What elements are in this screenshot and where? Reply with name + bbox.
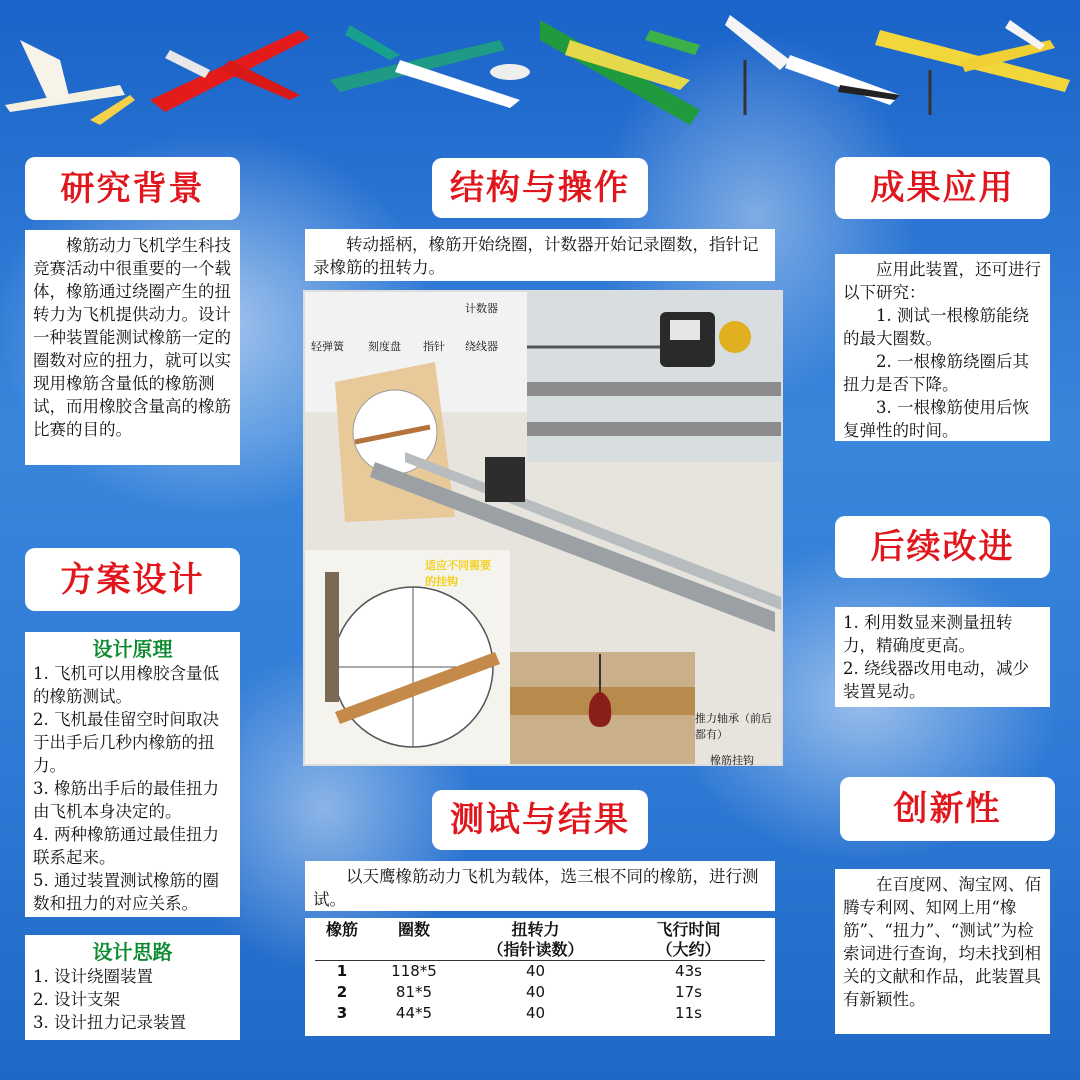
structure-text: 转动摇柄，橡筋开始绕圈，计数器开始记录圈数，指针记录橡筋的扭转力。 (313, 235, 759, 277)
airplane-banner (0, 0, 1080, 140)
col-header-rubber: 橡筋 (325, 920, 358, 939)
results-text: 以天鹰橡筋动力飞机为载体，选三根不同的橡筋，进行测试。 (313, 867, 759, 909)
col-subheader-torque (459, 940, 612, 961)
label-spring: 轻弹簧 (311, 340, 344, 353)
airplane-2 (150, 30, 310, 112)
cell-turns: 44*5 (395, 1004, 433, 1022)
background-title: 研究背景 (25, 157, 240, 220)
principle-item: 4. 两种橡筋通过最佳扭力联系起来。 (33, 825, 219, 867)
results-table (315, 920, 765, 1024)
cell-rubber: 2 (336, 983, 348, 1001)
idea-item: 1. 设计绕圈装置 (33, 967, 153, 986)
structure-panel (305, 229, 775, 281)
col-subheader-torque-open: （ (487, 940, 504, 959)
col-header-flight-time: 飞行时间 (656, 920, 721, 939)
label-hooks: 适应不同需要的挂钩 (425, 559, 491, 588)
label-bearing: 推力轴承（前后都有） (695, 712, 772, 741)
label-dial: 刻度盘 (368, 340, 401, 353)
design-idea-title: 设计思路 (92, 940, 173, 964)
innovation-panel (835, 869, 1050, 1034)
application-title: 成果应用 (835, 157, 1050, 219)
cell-flight-time: 43s (675, 962, 702, 980)
innovation-title: 创新性 (840, 777, 1055, 841)
cell-torque: 40 (525, 983, 546, 1001)
structure-title: 结构与操作 (432, 158, 648, 218)
label-winder: 绕线器 (465, 340, 498, 353)
device-photo (303, 290, 783, 766)
cell-rubber: 3 (336, 1004, 348, 1022)
results-title: 测试与结果 (432, 790, 648, 850)
airplane-1 (5, 40, 135, 125)
col-subheader-torque-text: 指针读数） (503, 940, 584, 959)
idea-item: 2. 设计支架 (33, 990, 120, 1009)
improve-panel (835, 607, 1050, 707)
innovation-text: 在百度网、淘宝网、佰腾专利网、知网上用“橡筋”、“扭力”、“测试”为检索词进行查询，均未找到相关的文献和作品，此装置具有新颖性。 (843, 875, 1041, 1009)
application-item: 3. 一根橡筋使用后恢复弹性的时间。 (843, 398, 1029, 440)
device-illustration (305, 292, 781, 764)
principle-item: 2. 飞机最佳留空时间取决于出手后几秒内橡筋的扭力。 (33, 710, 219, 775)
design-title: 方案设计 (25, 548, 240, 611)
background-panel (25, 230, 240, 465)
design-principle-title: 设计原理 (92, 637, 173, 661)
application-panel (835, 254, 1050, 441)
table-row (315, 961, 765, 983)
label-counter: 计数器 (465, 302, 498, 315)
application-item: 2. 一根橡筋绕圈后其扭力是否下降。 (843, 352, 1029, 394)
principle-item: 1. 飞机可以用橡胶含量低的橡筋测试。 (33, 664, 219, 706)
airplane-3 (330, 25, 530, 108)
cell-rubber: 1 (336, 962, 348, 980)
cell-torque: 40 (525, 1004, 546, 1022)
cell-flight-time: 17s (675, 983, 702, 1001)
background-text: 橡筋动力飞机学生科技竞赛活动中很重要的一个载体，橡筋通过绕圈产生的扭转力为飞机提供动力。设计一种装置能测试橡筋一定的圈数对应的扭力，就可以实现用橡筋含量低的橡筋测试，而用橡胶含量高的橡筋比赛的目的。 (33, 236, 231, 439)
application-item: 1. 测试一根橡筋能绕的最大圈数。 (843, 306, 1029, 348)
idea-item: 3. 设计扭力记录装置 (33, 1013, 186, 1032)
cell-turns: 81*5 (395, 983, 433, 1001)
col-header-torque: 扭转力 (511, 920, 560, 939)
airplane-6 (875, 20, 1070, 115)
principle-item: 5. 通过装置测试橡筋的圈数和扭力的对应关系。 (33, 871, 219, 913)
results-table-panel (305, 918, 775, 1036)
col-header-turns: 圈数 (397, 920, 430, 939)
table-row (315, 1003, 765, 1024)
airplane-5 (725, 15, 900, 115)
cell-turns: 118*5 (391, 962, 437, 980)
label-hook: 橡筋挂钩 (710, 754, 754, 767)
improve-item: 2. 绕线器改用电动，减少装置晃动。 (843, 659, 1029, 701)
cell-flight-time: 11s (675, 1004, 702, 1022)
design-idea-panel (25, 935, 240, 1040)
improve-title: 后续改进 (835, 516, 1050, 578)
col-subheader-flight-time: （大约） (656, 940, 721, 959)
cell-torque: 40 (525, 962, 546, 980)
airplane-4 (540, 20, 700, 125)
label-pointer: 指针 (423, 340, 445, 353)
improve-item: 1. 利用数显来测量扭转力，精确度更高。 (843, 613, 1013, 655)
principle-item: 3. 橡筋出手后的最佳扭力由飞机本身决定的。 (33, 779, 219, 821)
table-row (315, 982, 765, 1003)
application-intro: 应用此装置，还可进行以下研究： (843, 260, 1041, 302)
design-principle-panel (25, 632, 240, 917)
results-panel (305, 861, 775, 911)
